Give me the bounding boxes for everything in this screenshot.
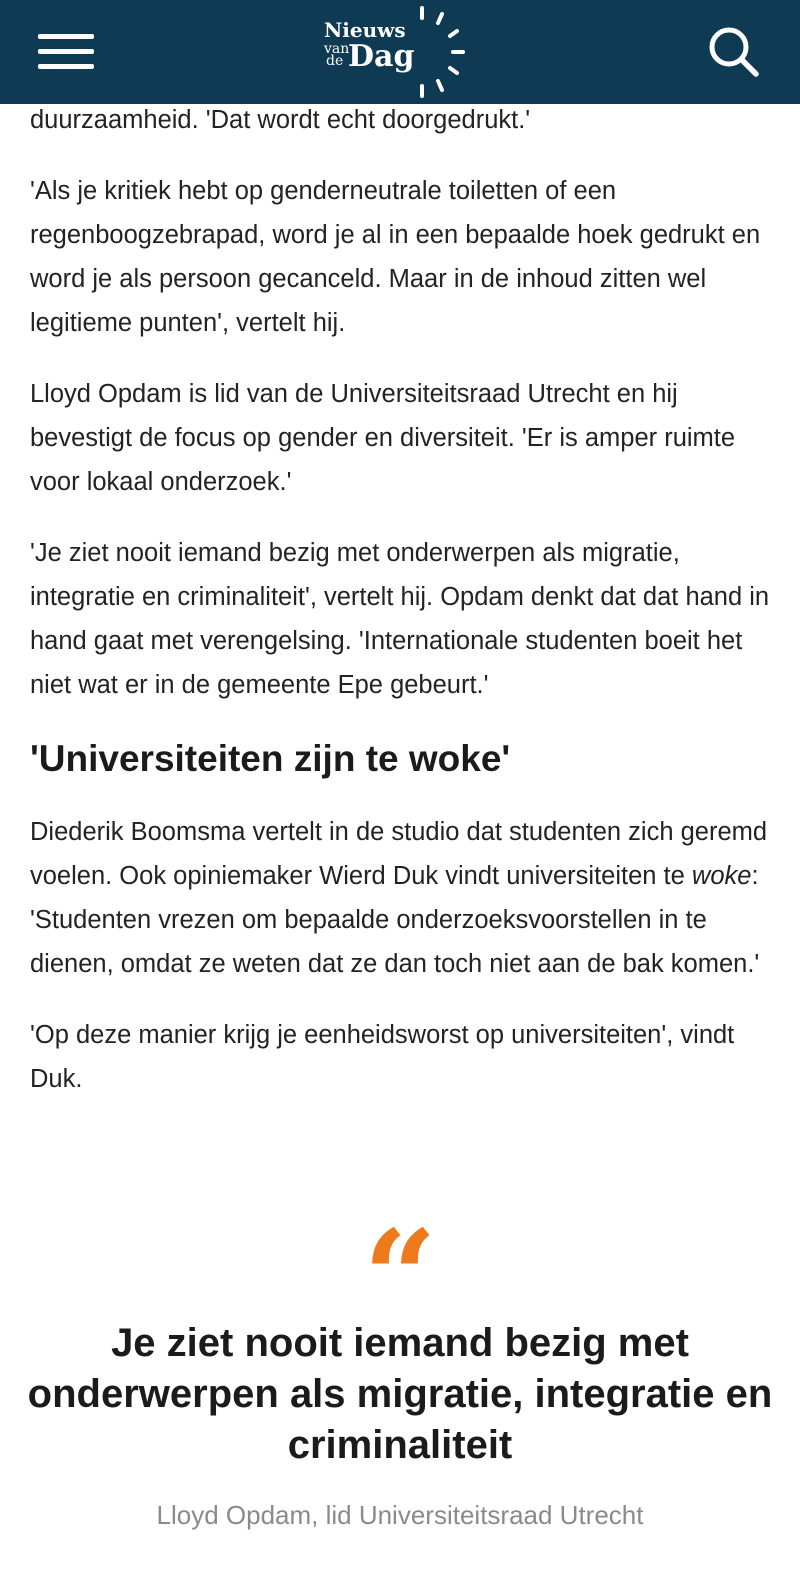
hamburger-menu-icon[interactable]	[38, 28, 96, 74]
article-subheading: 'Universiteiten zijn te woke'	[30, 738, 511, 779]
article-paragraph: 'Je ziet nooit iemand bezig met onderwerpen als migratie, integratie en criminaliteit', vertelt hij. Opdam denkt dat dat hand in hand gaat met verengelsing. 'Internationale studenten boeit het niet wat er in de gemeente Epe gebeurt.'	[30, 539, 770, 699]
pull-quote-source: Lloyd Opdam, lid Universiteitsraad Utrecht	[156, 1500, 644, 1530]
article-paragraph: 'Als je kritiek hebt op genderneutrale toiletten of een regenboogzebrapad, word je al in een bepaalde hoek gedrukt en word je als persoon gecanceld. Maar in de inhoud zitten wel legitieme punten', vertelt hij.	[30, 177, 761, 337]
logo-word-nieuws: Nieuws	[324, 18, 406, 42]
pull-quote-text: Je ziet nooit iemand bezig met onderwerpen als migratie, integratie en criminaliteit	[27, 1321, 773, 1467]
paragraph-text: : 'Studenten vrezen om bepaalde onderzoeksvoorstellen in te dienen, omdat ze weten dat ze dan toch niet aan de bak komen.'	[30, 862, 760, 978]
article-paragraph: duurzaamheid. 'Dat wordt echt doorgedrukt.'	[30, 106, 531, 134]
logo-word-de: de	[326, 53, 344, 69]
article-paragraph	[30, 810, 770, 986]
quote-mark-icon: “	[363, 1203, 437, 1353]
paragraph-italic-text: woke	[691, 862, 752, 890]
paragraph-text: Diederik Boomsma vertelt in de studio dat studenten zich geremd voelen. Ook opiniemaker Wierd Duk vindt universiteiten te	[30, 818, 768, 890]
article-paragraph: Lloyd Opdam is lid van de Universiteitsraad Utrecht en hij bevestigt de focus op gender en diversiteit. 'Er is amper ruimte voor lokaal onderzoek.'	[30, 380, 736, 496]
top-navigation-bar	[0, 0, 800, 104]
article-body	[30, 98, 770, 1128]
site-logo[interactable]	[318, 4, 478, 100]
logo-word-dag: Dag	[348, 39, 415, 74]
article-paragraph: 'Op deze manier krijg je eenheidsworst op universiteiten', vindt Duk.	[30, 1021, 735, 1093]
logo-word-van: van	[324, 41, 350, 57]
search-icon[interactable]	[706, 24, 762, 80]
pull-quote	[0, 1203, 800, 1531]
